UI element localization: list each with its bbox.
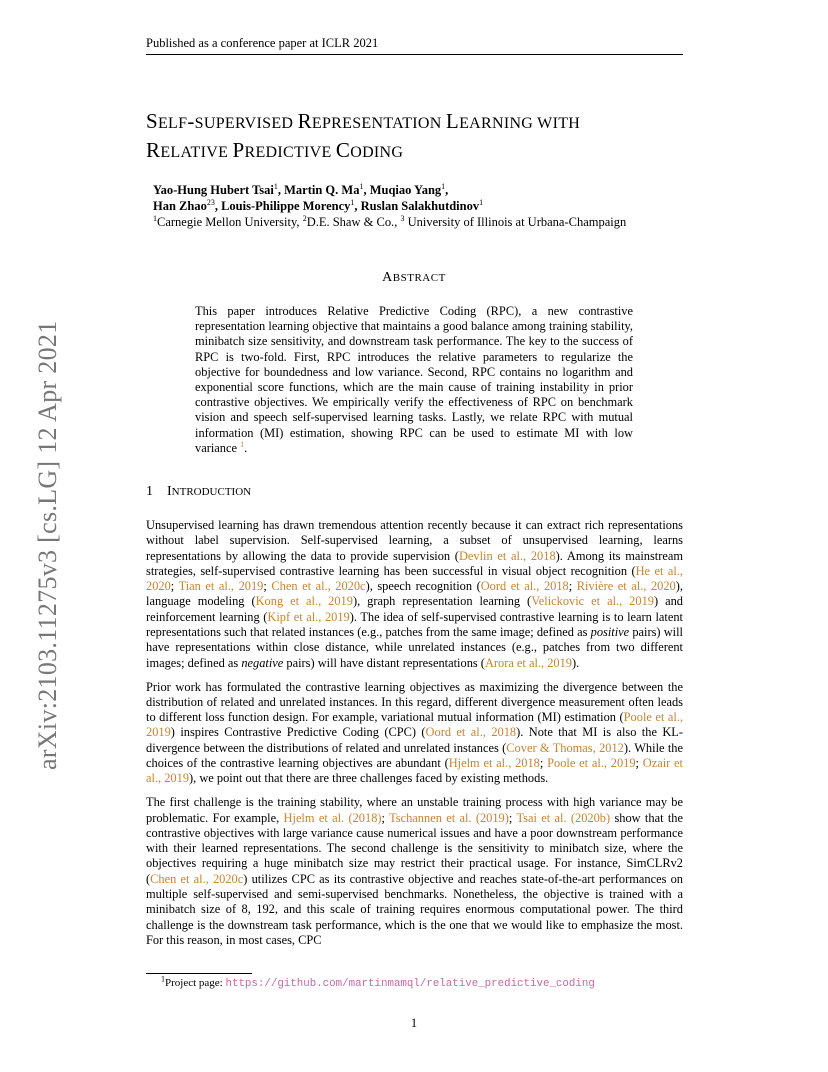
abstract-body: This paper introduces Relative Predictive Coding (RPC), a new contrastive representation learning objective that maintains a good balance among training stability, minibatch size sensitivity, and downstream task performance. The key to the success of RPC is two-fold. First, RPC introduces the relative parameters to regularize the objective for boundedness and low variance. Second, RPC contains no logarithm and exponential score functions, which are the main cause of training instability in prior contrastive objectives. We empirically verify the effectiveness of RPC on benchmark vision and speech self-supervised learning tasks. Lastly, we relate RPC with mutual information (MI) estimation, showing RPC can be used to estimate MI with low variance — [195, 304, 633, 455]
paragraph-1 — [146, 518, 683, 671]
text: ), graph representation learning ( — [352, 594, 532, 609]
section-heading-introduction — [146, 484, 251, 500]
title-line-1 — [146, 108, 706, 137]
text: pairs) will have representations within close distance, while unrelated instances (e.g., patches from two different images; defined as — [146, 625, 683, 670]
affil-mark: 1 — [479, 197, 484, 207]
affiliation: Carnegie Mellon University, — [157, 215, 303, 229]
title-part: S — [146, 109, 158, 133]
citation-link[interactable]: Kipf et al., 2019 — [267, 609, 350, 624]
author-name: Ruslan Salakhutdinov — [360, 199, 480, 213]
footnote — [161, 974, 595, 990]
citation-link[interactable]: Arora et al., 2019 — [484, 655, 572, 670]
text: ), speech recognition ( — [365, 579, 481, 594]
affil-mark: 1 — [350, 197, 355, 207]
text: ), we point out that there are three challenges faced by existing methods. — [189, 771, 549, 786]
text: ; — [635, 756, 643, 771]
abstract-end: . — [244, 440, 248, 455]
text: show that the contrastive objectives with large variance cause numerical issues and have a poor downstream performance with their learned representations. The second challenge is the sensitivity to minibatch size, where the objectives requiring a huge minibatch size may restrict their practical usage. For instance, SimCLRv2 ( — [146, 810, 683, 886]
section-number: 1 — [146, 484, 153, 499]
author-name: Han Zhao — [153, 199, 207, 213]
title-part: P — [232, 138, 245, 162]
affil-mark: 1 — [359, 181, 364, 191]
citation-link[interactable]: Devlin et al., 2018 — [458, 548, 556, 563]
running-header: Published as a conference paper at ICLR 2021 — [146, 36, 379, 50]
emphasis: negative — [241, 655, 284, 670]
paper-title — [146, 108, 706, 166]
citation-link[interactable]: Cover & Thomas, 2012 — [506, 740, 624, 755]
affiliations — [153, 214, 713, 230]
title-part: C — [335, 138, 351, 162]
emphasis: positive — [590, 625, 630, 640]
footnote-label: Project page: — [165, 977, 226, 989]
title-part: EPRESENTATION — [311, 115, 446, 132]
text: Prior work has formulated the contrastive learning objectives as maximizing the divergence between the distribution of related and unrelated instances. In this regard, different divergence measurement often leads to different loss function design. For example, variational mutual information (MI) estimation ( — [146, 679, 683, 725]
author-line-1: Yao-Hung Hubert Tsai$^1$, Martin Q. Ma$^1$, Muqiao Yang$^1$, — [153, 181, 449, 197]
citation-link[interactable]: Chen et al., 2020c — [150, 871, 244, 886]
title-part: ELATIVE — [160, 144, 233, 161]
affil-mark: 1 — [153, 213, 157, 223]
author-name: Muqiao Yang — [369, 183, 442, 197]
footnote-mark: 1 — [161, 974, 165, 984]
affil-mark: 2 — [302, 213, 307, 223]
project-url-link[interactable]: https://github.com/martinmamql/relative_predictive_coding — [225, 978, 595, 990]
citation-link[interactable]: He et al., 2020 — [146, 563, 683, 594]
citation-link[interactable]: Tian et al., 2019 — [178, 579, 264, 594]
text: ; — [508, 810, 517, 825]
citation-link[interactable]: Tsai et al. (2020b) — [516, 810, 611, 825]
citation-link[interactable]: Chen et al., 2020c — [271, 579, 366, 594]
title-part: EARNING WITH — [459, 115, 581, 132]
citation-link[interactable]: Rivière et al., 2020 — [576, 579, 676, 594]
abstract-text — [195, 304, 633, 456]
affiliation: University of Illinois at Urbana-Champaign — [404, 215, 627, 229]
text: ). — [572, 655, 580, 670]
author-block — [153, 182, 713, 230]
affiliation: D.E. Shaw & Co., — [306, 215, 401, 229]
body-text — [146, 518, 683, 957]
citation-link[interactable]: Oord et al., 2018 — [425, 725, 517, 740]
citation-link[interactable]: Poole et al., 2019 — [547, 756, 636, 771]
heading-part: NTRODUCTION — [171, 486, 252, 498]
header-rule — [146, 54, 683, 55]
author-name: Yao-Hung Hubert Tsai — [153, 183, 274, 197]
citation-link[interactable]: Ozair et al., 2019 — [146, 756, 684, 786]
title-part: SUPERVISED — [194, 115, 298, 132]
title-part: L — [445, 109, 460, 133]
affil-mark: 1 — [441, 181, 446, 191]
affil-mark: 3 — [400, 213, 405, 223]
paragraph-2 — [146, 680, 683, 787]
text: ; — [170, 579, 179, 594]
text: ). While the choices of the contrastive learning objectives are abundant ( — [146, 740, 684, 771]
author-name: Louis-Philippe Morency — [221, 199, 351, 213]
citation-link[interactable]: Hjelm et al. (2018) — [283, 810, 382, 825]
footnote-link[interactable]: 1 — [240, 439, 245, 449]
heading-part: A — [382, 270, 393, 285]
paragraph-3 — [146, 795, 683, 948]
text: ), language modeling ( — [146, 579, 683, 609]
citation-link[interactable]: Hjelm et al., 2018 — [448, 756, 540, 771]
title-line-2 — [146, 137, 706, 166]
text: ) and reinforcement learning ( — [146, 594, 683, 624]
citation-link[interactable]: Poole et al., 2019 — [146, 710, 684, 740]
heading-part: I — [167, 484, 172, 499]
text: Unsupervised learning has drawn tremendous attention recently because it can extract rich representations without label supervision. Self-supervised learning, a subset of unsupervised learning, learns representations by allowing the data to provide supervision ( — [146, 518, 683, 563]
text: ; — [381, 810, 390, 825]
text: ; — [568, 579, 577, 594]
citation-link[interactable]: Velickovic et al., 2019 — [531, 594, 654, 609]
text: ). Note that MI is also the KL-divergence between the distributions of related and unrelated instances ( — [146, 725, 683, 755]
author-line-2: Han Zhao$^{23}$, Louis-Philippe Morency$^1$, Ruslan Salakhutdinov$^1$ — [153, 197, 484, 213]
text: ). The idea of self-supervised contrastive learning is to learn latent representations such that related instances (e.g., patches from the same image; defined as — [146, 609, 683, 640]
citation-link[interactable]: Kong et al., 2019 — [255, 594, 353, 609]
affil-mark: 1 — [273, 181, 278, 191]
text: ; — [263, 579, 272, 594]
title-part: - — [187, 109, 195, 133]
text: pairs) will have distant representations ( — [283, 655, 485, 670]
text: ) inspires Contrastive Predictive Coding (CPC) ( — [170, 725, 426, 740]
page-number: 1 — [410, 1016, 418, 1030]
affil-mark: 23 — [206, 197, 215, 207]
text: ) utilizes CPC as its contrastive objective and reaches state-of-the-art performances on multiple self-supervised and semi-supervised benchmarks. Nonetheless, the objective is trained with a minibatch size of 8, 192, and this scale of training requires enormous computational power. The third challenge is the downstream task performance, which is the one that we would like to emphasize the most. For this reason, in most cases, CPC — [146, 871, 683, 947]
title-part: ODING — [350, 144, 404, 161]
title-part: ELF — [157, 115, 188, 132]
title-part: REDICTIVE — [244, 144, 336, 161]
author-name: Martin Q. Ma — [284, 183, 360, 197]
text: ). Among its mainstream strategies, self-supervised contrastive learning has been successful in visual object recognition ( — [146, 548, 683, 578]
arxiv-identifier: arXiv:2103.11275v3 [cs.LG] 12 Apr 2021 — [33, 320, 62, 770]
citation-link[interactable]: Oord et al., 2018 — [480, 579, 569, 594]
title-part: R — [146, 138, 161, 162]
abstract-heading — [0, 270, 828, 286]
text: ; — [539, 756, 548, 771]
heading-part: BSTRACT — [392, 272, 446, 284]
title-part: R — [297, 109, 312, 133]
citation-link[interactable]: Tschannen et al. (2019) — [389, 810, 509, 825]
text: The first challenge is the training stability, where an unstable training process with high variance may be problematic. For example, — [146, 795, 683, 825]
